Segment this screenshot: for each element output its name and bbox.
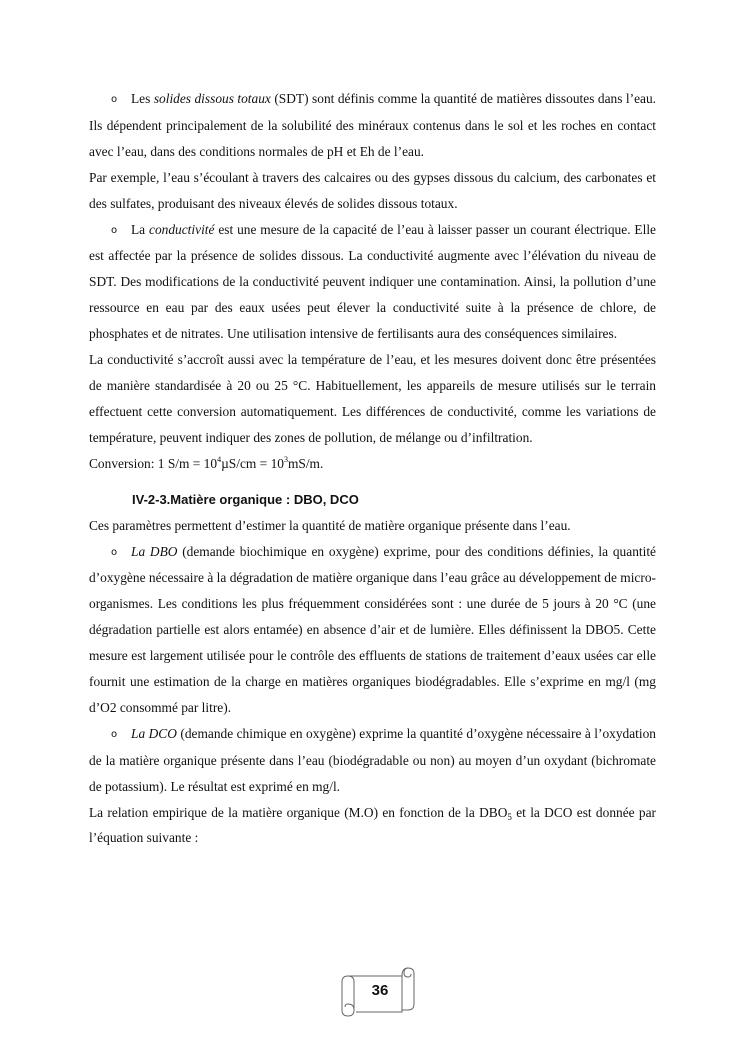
paragraph-intro-mo: Ces paramètres permettent d’estimer la quantité de matière organique présente dans l’eau. xyxy=(89,517,571,533)
paragraph-dbo: o La DBO (demande biochimique en oxygène) exprime, pour des conditions définies, la quantité d’oxygène nécessaire à la dégradation de matière organique dans l’eau grâce au développement de micro-organismes. Les conditions les plus fréquemment considérées sont : une durée de 5 jours à 20 °C (une dégradation partielle est alors entamée) en absence d’air et de lumière. Elles définissent la DBO5. Cette mesure est largement utilisée pour le contrôle des effluents de stations de traitement d’eaux usées car elle fournit une estimation de la charge en matières organiques biodégradables. Elle s’exprime en mg/l (mg d’O2 consommé par litre). xyxy=(89,539,656,721)
page-number: 36 xyxy=(371,982,389,999)
bullet-marker: o xyxy=(111,728,118,740)
term-conductivite: conductivité xyxy=(149,221,215,237)
bullet-marker: o xyxy=(111,546,118,558)
bullet-marker: o xyxy=(111,224,118,236)
bullet-marker: o xyxy=(111,94,118,105)
paragraph-dco: o La DCO (demande chimique en oxygène) exprime la quantité d’oxygène nécessaire à l’oxydation de la matière organique présente dans l’eau (biodégradable ou non) au moyen d’un oxydant (bichromate de potassium). Le résultat est exprimé en mg/l. xyxy=(89,721,656,800)
term-sdt: solides dissous totaux xyxy=(153,91,271,106)
paragraph-conductivite: o La conductivité est une mesure de la capacité de l’eau à laisser passer un courant électrique. Elle est affectée par la présence de solides dissous. La conductivité augmente avec l’élévation du niveau de SDT. Des modifications de la conductivité peuvent indiquer une contamination. Ainsi, la pollution d’une ressource en eau par des eaux usées peut élever la conductivité suite à la présence de chlore, de phosphates et de nitrates. Une utilisation intensive de fertilisants aura des conséquences similaires. xyxy=(89,217,656,348)
paragraph-sdt: o Les solides dissous totaux (SDT) sont définis comme la quantité de matières dissoutes dans l’eau. Ils dépendent principalement de la solubilité des minéraux contenus dans le sol et les roches en contact avec l’eau, dans des conditions normales de pH et Eh de l’eau. xyxy=(89,86,656,165)
page-body xyxy=(89,86,656,851)
term-dco: La DCO xyxy=(131,725,177,741)
conversion-line: Conversion: 1 $S/m = 10^4\mu S/cm = 10^3mS/m$. xyxy=(89,454,324,471)
paragraph-example: Par exemple, l’eau s’écoulant à travers des calcaires ou des gypses dissous du calcium, des carbonates et des sulfates, produisant des niveaux élevés de solides dissous totaux. xyxy=(89,169,656,211)
term-dbo: La DBO xyxy=(131,543,178,559)
section-heading: IV-2-3.Matière organique : DBO, DCO xyxy=(132,491,359,507)
paragraph-temperature: La conductivité s’accroît aussi avec la température de l’eau, et les mesures doivent donc être présentées de manière standardisée à 20 ou 25 °C. Habituellement, les appareils de mesure utilisés sur le terrain effectuent cette conversion automatiquement. Les différences de conductivité, comme les variations de température, peuvent indiquer des zones de pollution, de mélange ou d’infiltration. xyxy=(89,352,656,445)
paragraph-relation: La relation empirique de la matière organique (M.O) en fonction de la $DBO_5$ et la DCO est donnée par l’équation suivante : xyxy=(89,804,656,846)
